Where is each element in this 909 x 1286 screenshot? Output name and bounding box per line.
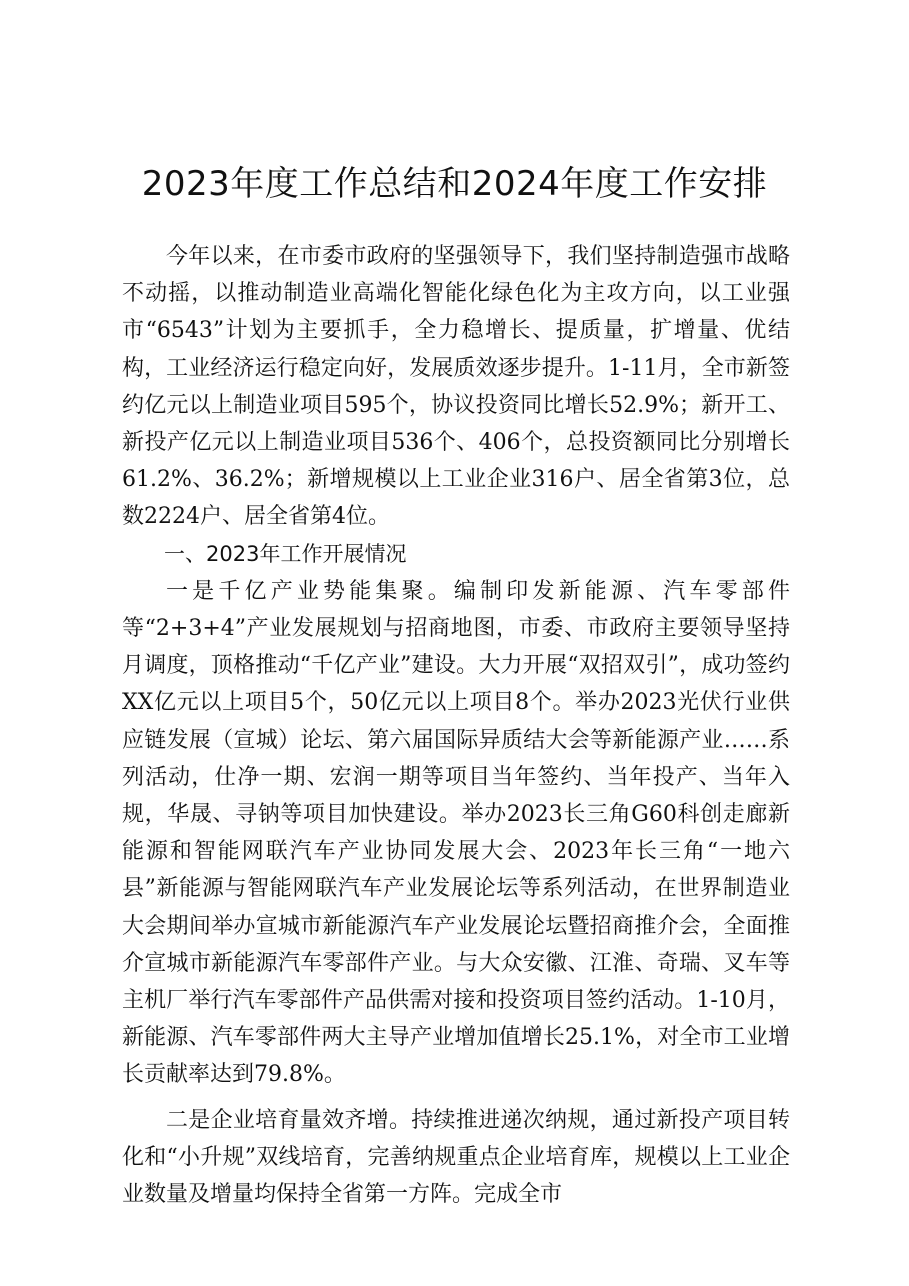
paragraph-industry: 一是千亿产业势能集聚。编制印发新能源、汽车零部件等“2+3+4”产业发展规划与招商地图，市委、市政府主要领导坚持月调度，顶格推动“千亿产业”建设。大力开展“双招双引”，成功签约XX亿元以上项目5个，50亿元以上项目8个。举办2023光伏行业供应链发展（宣城）论坛、第六届国际异质结大会等新能源产业……系列活动，仕净一期、宏润一期等项目当年签约、当年投产、当年入规，华晟、寻钠等项目加快建设。举办2023长三角G60科创走廊新能源和智能网联汽车产业协同发展大会、2023年长三角“一地六县”新能源与智能网联汽车产业发展论坛等系列活动，在世界制造业大会期间举办宣城市新能源汽车产业发展论坛暨招商推介会，全面推介宣城市新能源汽车零部件产业。与大众安徽、江淮、奇瑞、叉车等主机厂举行汽车零部件产品供需对接和投资项目签约活动。1-10月，新能源、汽车零部件两大主导产业增加值增长25.1%，对全市工业增长贡献率达到79.8%。 <box>122 578 790 1088</box>
document-title: 2023年度工作总结和2024年度工作安排 <box>141 164 768 204</box>
section-heading: 一、2023年工作开展情况 <box>164 541 407 566</box>
document-body <box>122 238 790 1213</box>
paragraph-enterprise: 二是企业培育量效齐增。持续推进递次纳规，通过新投产项目转化和“小升规”双线培育，完善纳规重点企业培育库，规模以上工业企业数量及增量均保持全省第一方阵。完成全市 <box>122 1107 790 1208</box>
intro-paragraph: 今年以来，在市委市政府的坚强领导下，我们坚持制造强市战略不动摇，以推动制造业高端化智能化绿色化为主攻方向，以工业强市“6543”计划为主要抓手，全力稳增长、提质量，扩增量、优结构，工业经济运行稳定向好，发展质效逐步提升。1-11月，全市新签约亿元以上制造业项目595个，协议投资同比增长52.9%；新开工、新投产亿元以上制造业项目536个、406个，总投资额同比分别增长61.2%、36.2%；新增规模以上工业企业316户、居全省第3位，总数2224户、居全省第4位。 <box>122 244 790 530</box>
